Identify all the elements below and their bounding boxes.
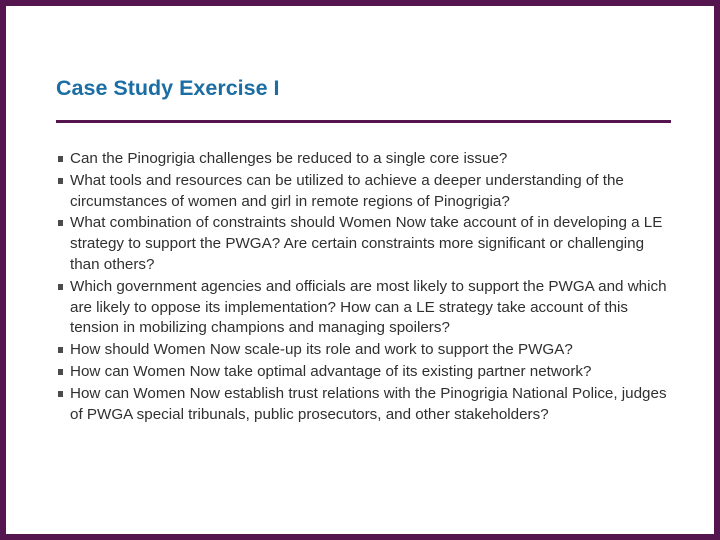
bullet-text: How should Women Now scale-up its role and work to support the PWGA? <box>70 341 573 359</box>
bullet-list <box>14 149 674 426</box>
bullet-item <box>14 149 674 170</box>
square-bullet-icon <box>58 220 63 226</box>
bullet-item <box>14 384 674 426</box>
bullet-text: How can Women Now take optimal advantage of its existing partner network? <box>70 362 592 380</box>
square-bullet-icon <box>58 369 63 375</box>
bullet-item <box>14 277 674 339</box>
bullet-item <box>14 213 674 275</box>
bullet-text: How can Women Now establish trust relations with the Pinogrigia National Police, judges of PWGA special tribunals, public prosecutors, and other stakeholders? <box>70 384 667 423</box>
bullet-item <box>14 362 674 383</box>
square-bullet-icon <box>58 391 63 397</box>
bullet-text: Which government agencies and officials are most likely to support the PWGA and which are likely to oppose its implementation? How can a LE strategy take account of this tension in mobilizing champions and managing spoilers? <box>70 277 667 337</box>
square-bullet-icon <box>58 178 63 184</box>
square-bullet-icon <box>58 156 63 162</box>
bullet-text: Can the Pinogrigia challenges be reduced to a single core issue? <box>70 150 508 167</box>
bullet-item <box>14 340 674 361</box>
slide-title: Case Study Exercise I <box>56 76 280 100</box>
bullet-text: What tools and resources can be utilized to achieve a deeper understanding of the circumstances of women and girl in remote regions of Pinogrigia? <box>70 171 624 210</box>
bullet-item <box>14 171 674 213</box>
bullet-text: What combination of constraints should Women Now take account of in developing a LE strategy to support the PWGA? Are certain constraints more significant or challenging than others? <box>70 214 663 273</box>
square-bullet-icon <box>58 347 63 353</box>
title-divider <box>56 120 671 123</box>
square-bullet-icon <box>58 284 63 290</box>
